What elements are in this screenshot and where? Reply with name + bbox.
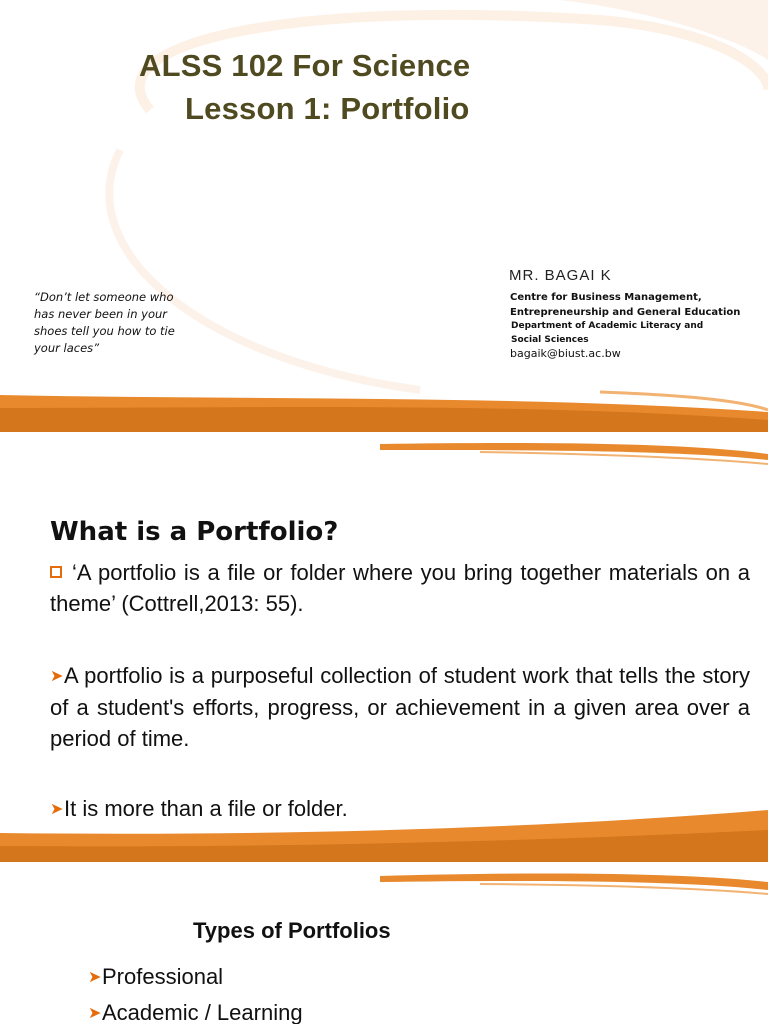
department: Department of Academic Literacy and Social Sciences <box>511 321 704 345</box>
type-item: ➤Professional <box>88 964 224 989</box>
email: bagaik@biust.ac.bw <box>510 347 621 360</box>
slide3-heading: Types of Portfolios <box>193 918 391 943</box>
square-bullet-icon <box>50 566 62 578</box>
quote: “Don’t let someone who has never been in your shoes tell you how to tie your laces” <box>34 290 175 355</box>
title-line-2: Lesson 1: Portfolio <box>185 91 470 126</box>
definition-point-1: ‘A portfolio is a file or folder where you bring together materials on a theme’ (Cottrell,2013: 55). <box>50 560 750 616</box>
type-item: ➤Academic / Learning <box>88 1000 303 1024</box>
definition-point-2: ➤A portfolio is a purposeful collection of student work that tells the story of a student's efforts, progress, or achievement in a given area over a period of time. <box>50 663 750 751</box>
slide-title <box>0 0 768 432</box>
definition-point-3: ➤It is more than a file or folder. <box>50 793 750 825</box>
arrow-bullet-icon: ➤ <box>50 801 64 818</box>
author-name: MR. BAGAI K <box>509 267 612 284</box>
title-line-1: ALSS 102 For Science <box>139 48 471 83</box>
arrow-bullet-icon: ➤ <box>50 668 64 685</box>
arrow-bullet-icon: ➤ <box>88 969 102 986</box>
slide-definition <box>0 438 768 862</box>
slide2-heading: What is a Portfolio? <box>50 517 339 547</box>
organization: Centre for Business Management, Entrepreneurship and General Education <box>510 292 741 318</box>
slide-types <box>0 868 768 1024</box>
arrow-bullet-icon: ➤ <box>88 1005 102 1022</box>
